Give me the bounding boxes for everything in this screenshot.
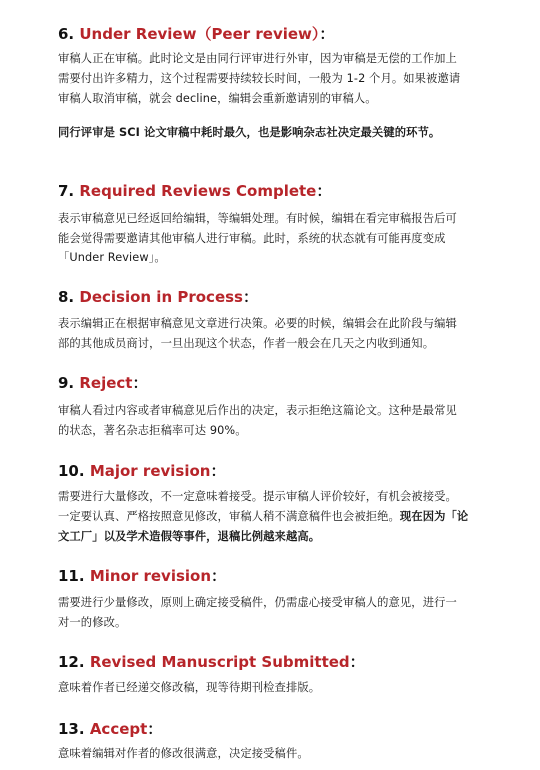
bold-note: 同行评审是 SCI 论文审稿中耗时最久，也是影响杂志社决定最关键的环节。 (58, 126, 441, 139)
bold-text: 现在因为「论 (399, 510, 469, 523)
section-colon: ： (210, 462, 226, 480)
section-heading-minor-revision (58, 566, 226, 586)
body-line (58, 509, 468, 525)
section-colon: ： (132, 374, 148, 392)
section-title: Reject (79, 374, 133, 392)
section-colon: ： (211, 567, 227, 585)
section-title: Major revision (89, 462, 211, 480)
section-number: 8. (58, 288, 75, 306)
section-number: 7. (58, 182, 75, 200)
body-line: 对一的修改。 (58, 616, 127, 629)
section-colon: ： (319, 25, 335, 43)
body-line-text: 一定要认真、严格按照意见修改，审稿人稍不满意稿件也会被拒绝。 (58, 510, 400, 523)
section-heading-reject (58, 373, 148, 393)
section-colon: ： (147, 720, 163, 738)
section-number: 12. (58, 653, 85, 671)
body-line: 意味着作者已经递交修改稿，现等待期刊检查排版。 (58, 681, 321, 694)
body-line: 审稿人看过内容或者审稿意见后作出的决定，表示拒绝这篇论文。这种是最常见 (58, 404, 457, 417)
section-title: Accept (89, 720, 148, 738)
body-line: 意味着编辑对作者的修改很满意，决定接受稿件。 (58, 747, 309, 760)
section-heading-revised-manuscript-submitted (58, 652, 365, 672)
body-line: 需要进行少量修改，原则上确定接受稿件，仍需虚心接受审稿人的意见，进行一 (58, 596, 457, 609)
section-number: 10. (58, 462, 85, 480)
section-title: Revised Manuscript Submitted (89, 653, 350, 671)
section-title: Minor revision (89, 567, 212, 585)
body-line: 审稿人取消审稿，就会 decline，编辑会重新邀请别的审稿人。 (58, 92, 377, 105)
body-line: 表示审稿意见已经返回给编辑，等编辑处理。有时候，编辑在看完审稿报告后可 (58, 212, 457, 225)
section-number: 6. (58, 25, 75, 43)
section-number: 11. (58, 567, 85, 585)
section-number: 9. (58, 374, 75, 392)
section-colon: ： (349, 653, 365, 671)
section-heading-major-revision (58, 461, 226, 481)
body-line: 审稿人正在审稿。此时论文是由同行评审进行外审，因为审稿是无偿的工作加上 (58, 52, 457, 65)
body-line: 能会觉得需要邀请其他审稿人进行审稿。此时，系统的状态就有可能再度变成 (58, 232, 446, 245)
section-heading-decision-in-process (58, 287, 258, 307)
body-line: 「Under Review」。 (58, 251, 166, 264)
body-line: 需要进行大量修改，不一定意味着接受。提示审稿人评价较好，有机会被接受。 (58, 490, 457, 503)
body-line: 表示编辑正在根据审稿意见文章进行决策。必要的时候，编辑会在此阶段与编辑 (58, 317, 457, 330)
section-number: 13. (58, 720, 85, 738)
section-title: Required Reviews Complete (79, 182, 317, 200)
section-colon: ： (316, 182, 332, 200)
section-title: Decision in Process (79, 288, 243, 306)
body-line: 需要付出许多精力，这个过程需要持续较长时间，一般为 1-2 个月。如果被邀请 (58, 72, 461, 85)
body-line: 部的其他成员商讨，一旦出现这个状态，作者一般会在几天之内收到通知。 (58, 337, 435, 350)
section-heading-under-review (58, 24, 334, 44)
section-heading-accept (58, 719, 162, 739)
section-title: Under Review（Peer review） (79, 25, 320, 43)
bold-line: 文工厂」以及学术造假等事件，退稿比例越来越高。 (58, 530, 321, 543)
section-colon: ： (242, 288, 258, 306)
body-line: 的状态，著名杂志拒稿率可达 90%。 (58, 424, 247, 437)
section-heading-required-reviews-complete (58, 181, 331, 201)
